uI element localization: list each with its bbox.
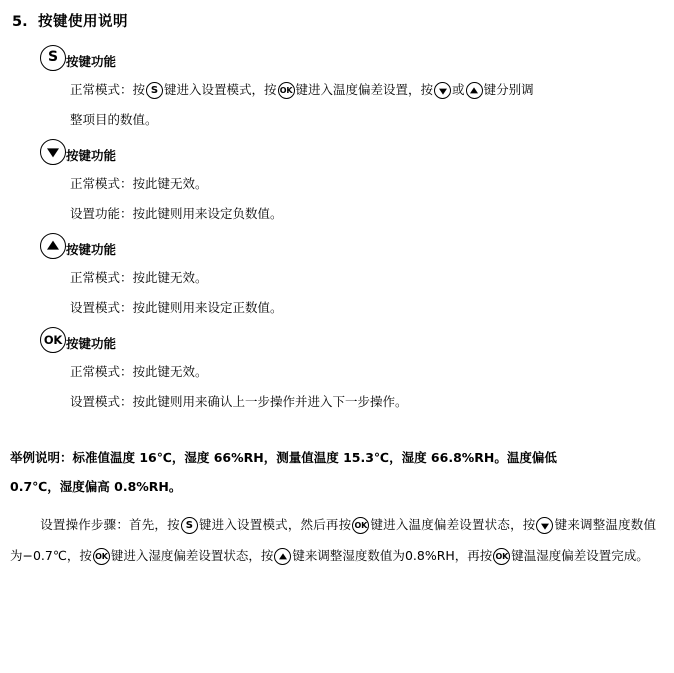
example-block bbox=[10, 443, 656, 501]
ok-key-inline-icon: OK bbox=[93, 548, 110, 565]
key-function-label-down: 按键功能 bbox=[66, 148, 117, 163]
section-title: 按键使用说明 bbox=[38, 14, 128, 30]
s-key-inline-icon: S bbox=[181, 517, 198, 534]
key-function-label-up: 按键功能 bbox=[66, 242, 117, 257]
up-arrow-key-icon bbox=[40, 233, 66, 259]
key-title-ok bbox=[40, 327, 656, 353]
text-seg: 键来调整温度数值为−0.7℃，按 bbox=[10, 517, 656, 563]
key-title-down bbox=[40, 139, 656, 165]
ok-key-inline-icon: OK bbox=[278, 82, 295, 99]
key-ok-normal-mode: 正常模式：按此键无效。 bbox=[70, 364, 208, 379]
text-seg: 键来调整湿度数值为 bbox=[292, 548, 405, 563]
key-function-label-ok: 按键功能 bbox=[66, 336, 117, 351]
key-title-up bbox=[40, 233, 656, 259]
text-seg: 0.8%RH，再按 bbox=[404, 548, 493, 563]
ok-key-inline-icon: OK bbox=[493, 548, 510, 565]
down-arrow-key-icon bbox=[40, 139, 66, 165]
text-seg: 或 bbox=[452, 82, 465, 97]
text-seg: 键进入设置模式，然后再按 bbox=[198, 517, 352, 532]
s-key-inline-icon: S bbox=[146, 82, 163, 99]
key-down-normal-mode: 正常模式：按此键无效。 bbox=[70, 176, 208, 191]
text-seg: 键进入温度偏差设置，按 bbox=[295, 82, 434, 97]
key-ok-setting-mode: 设置模式：按此键则用来确认上一步操作并进入下一步操作。 bbox=[70, 394, 408, 409]
text-seg: 键进入温度偏差设置状态，按 bbox=[370, 517, 536, 532]
text-seg: 正常模式：按 bbox=[70, 82, 146, 97]
down-arrow-key-inline-icon bbox=[536, 517, 553, 534]
key-down-setting-mode: 设置功能：按此键则用来设定负数值。 bbox=[70, 206, 283, 221]
s-key-icon: S bbox=[40, 45, 66, 71]
example-line-2: 0.7℃，湿度偏高 0.8%RH。 bbox=[10, 479, 182, 494]
key-block-down bbox=[10, 139, 656, 229]
section-number: 5. bbox=[12, 14, 28, 30]
text-seg: 键进入设置模式，按 bbox=[164, 82, 277, 97]
ok-key-inline-icon: OK bbox=[352, 517, 369, 534]
text-seg: 键温湿度偏差设置完成。 bbox=[511, 548, 649, 563]
operation-steps bbox=[10, 509, 656, 571]
text-seg: 键分别调 bbox=[483, 82, 534, 97]
up-arrow-key-inline-icon bbox=[466, 82, 483, 99]
up-arrow-key-inline-icon bbox=[274, 548, 291, 565]
key-block-s bbox=[10, 45, 656, 135]
example-line-1: 举例说明：标准值温度 16℃，湿度 66%RH，测量值温度 15.3℃，湿度 66.8%RH。温度偏低 bbox=[10, 450, 557, 465]
text-seg: 键进入湿度偏差设置状态，按 bbox=[110, 548, 274, 563]
key-block-up bbox=[10, 233, 656, 323]
text-seg: 设置操作步骤：首先，按 bbox=[40, 517, 180, 532]
key-s-description-cont: 整项目的数值。 bbox=[70, 112, 158, 127]
key-block-ok bbox=[10, 327, 656, 417]
section-heading bbox=[12, 10, 656, 31]
key-s-description bbox=[70, 75, 656, 105]
key-title-s bbox=[40, 45, 656, 71]
key-function-label-s: 按键功能 bbox=[66, 54, 117, 69]
ok-key-icon: OK bbox=[40, 327, 66, 353]
key-up-normal-mode: 正常模式：按此键无效。 bbox=[70, 270, 208, 285]
down-arrow-key-inline-icon bbox=[434, 82, 451, 99]
key-up-setting-mode: 设置模式：按此键则用来设定正数值。 bbox=[70, 300, 283, 315]
